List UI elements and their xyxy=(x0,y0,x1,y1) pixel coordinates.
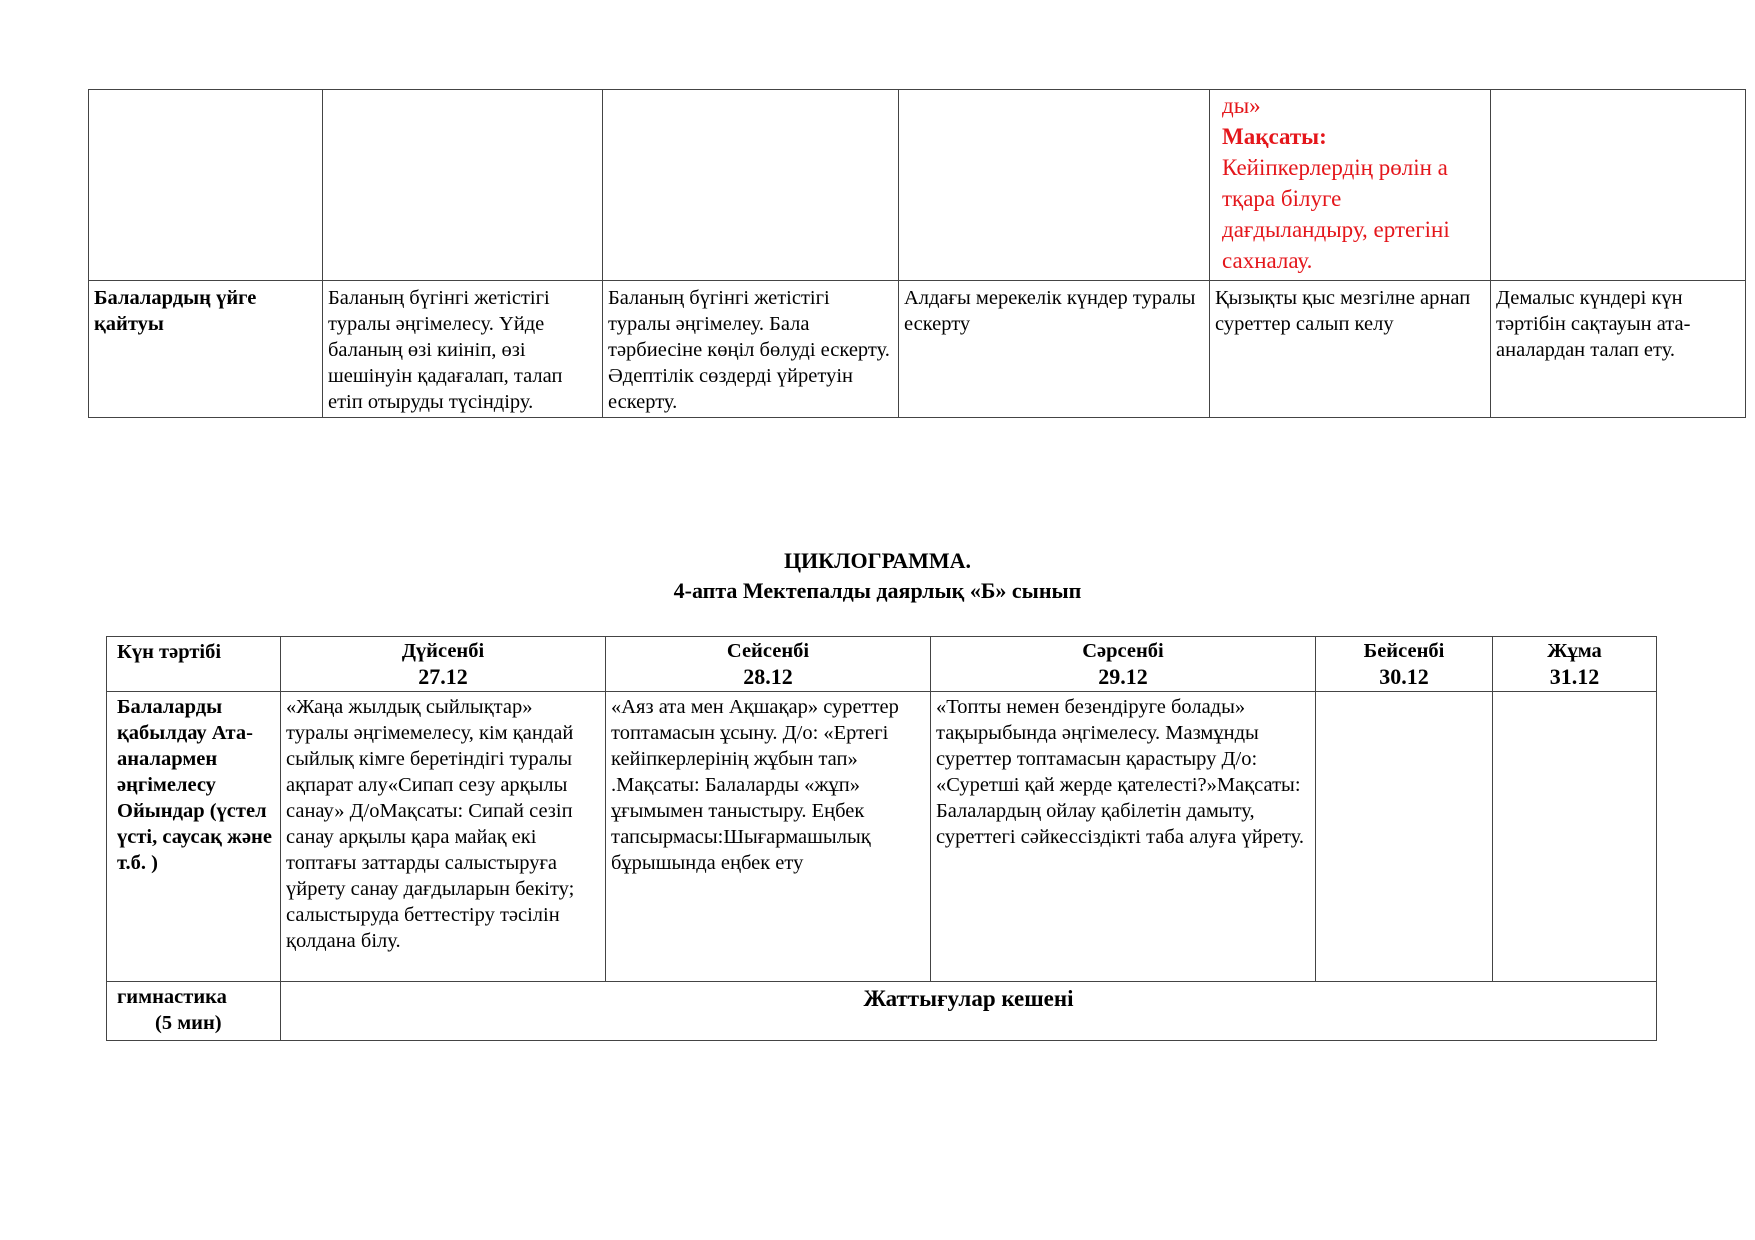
table-row xyxy=(89,90,1746,281)
day-date: 30.12 xyxy=(1379,664,1429,689)
page-heading xyxy=(0,546,1755,606)
table-cell xyxy=(89,90,323,281)
table-cell: «Аяз ата мен Ақшақар» суреттер топтамасын ұсыну. Д/о: «Ертегі кейіпкерлерінің жұбын тап» .Мақсаты: Балаларды «жұп» ұғымымен таныстыру. Еңбек тапсырмасы:Шығармашылық бұрышында еңбек ету xyxy=(606,692,931,982)
day-date: 29.12 xyxy=(1098,664,1148,689)
table-cell-goal xyxy=(1210,90,1491,281)
table-cell-activity xyxy=(107,982,281,1041)
goal-prefix: ды» xyxy=(1222,93,1261,118)
day-name: Сейсенбі xyxy=(726,640,810,662)
day-date: 27.12 xyxy=(418,664,468,689)
heading-subtitle: 4-апта Мектепалды даярлық «Б» сынып xyxy=(673,578,1082,603)
table-cell-activity: Балаларды қабылдау Ата-аналармен әңгімелесу Ойындар (үстел үсті, саусақ және т.б. ) xyxy=(107,692,281,982)
table-cell: «Жаңа жылдық сыйлықтар» туралы әңгімемелесу, кім қандай сыйлық кімге беретіндігі туралы ақпарат алу«Сипап сезу арқылы санау» Д/оМақсаты: Сипай сезіп санау арқылы қара майақ екі топтағы заттарды салыстыруға үйрету санау дағдыларын бекіту; салыстыруда беттестіру тәсілін қолдана білу. xyxy=(281,692,606,982)
table-row xyxy=(89,281,1746,418)
gym-label: гимнастика xyxy=(117,986,227,1008)
heading-title: ЦИКЛОГРАММА. xyxy=(783,548,972,573)
table-cell xyxy=(1491,90,1746,281)
day-name: Сәрсенбі xyxy=(1082,640,1164,662)
gym-duration: (5 мин) xyxy=(155,1012,222,1034)
table-cell: «Топты немен безендіруге болады» тақырыбында әңгімелесу. Мазмұнды суреттер топтамасын қарастыру Д/о: «Суретші қай жерде қателесті?»Мақсаты: Балалардың ойлау қабілетін дамыту, суреттегі сәйкессіздікті таба алуға үйрету. xyxy=(931,692,1316,982)
header-day xyxy=(1493,637,1657,692)
table-cell xyxy=(1316,692,1493,982)
table-row xyxy=(107,692,1657,982)
day-date: 28.12 xyxy=(743,664,793,689)
exercise-complex-cell: Жаттығулар кешені xyxy=(281,982,1657,1041)
table-cell xyxy=(603,90,899,281)
day-name: Жұма xyxy=(1547,640,1602,662)
day-name: Бейсенбі xyxy=(1363,640,1445,662)
header-schedule: Күн тәртібі xyxy=(107,637,281,692)
table-cell xyxy=(1493,692,1657,982)
table-cell: Қызықты қыс мезгілне арнап суреттер салып келу xyxy=(1210,281,1491,418)
table-cell: Баланың бүгінгі жетістігі туралы әңгімелеу. Бала тәрбиесіне көңіл бөлуді ескерту. Әдептілік сөздерді үйретуін ескерту. xyxy=(603,281,899,418)
previous-plan-table xyxy=(88,89,1746,418)
goal-text: Кейіпкерлердің рөлін а тқара білуге дағдыландыру, ертегіні сахналау. xyxy=(1222,155,1450,273)
goal-label: Мақсаты: xyxy=(1222,124,1327,149)
table-cell-activity: Балалардың үйге қайтуы xyxy=(89,281,323,418)
header-day xyxy=(931,637,1316,692)
day-date: 31.12 xyxy=(1549,664,1600,689)
table-cell: Алдағы мерекелік күндер туралы ескерту xyxy=(899,281,1210,418)
table-header-row xyxy=(107,637,1657,692)
day-name: Дүйсенбі xyxy=(401,640,485,662)
header-day xyxy=(1316,637,1493,692)
header-day xyxy=(281,637,606,692)
header-day xyxy=(606,637,931,692)
table-cell: Баланың бүгінгі жетістігі туралы әңгімелесу. Үйде баланың өзі киініп, өзі шешінуін қадағалап, талап етіп отыруды түсіндіру. xyxy=(323,281,603,418)
table-cell: Демалыс күндері күн тәртібін сақтауын ата-аналардан талап ету. xyxy=(1491,281,1746,418)
cyclogram-table xyxy=(106,636,1657,1041)
table-cell xyxy=(899,90,1210,281)
table-cell xyxy=(323,90,603,281)
table-row xyxy=(107,982,1657,1041)
